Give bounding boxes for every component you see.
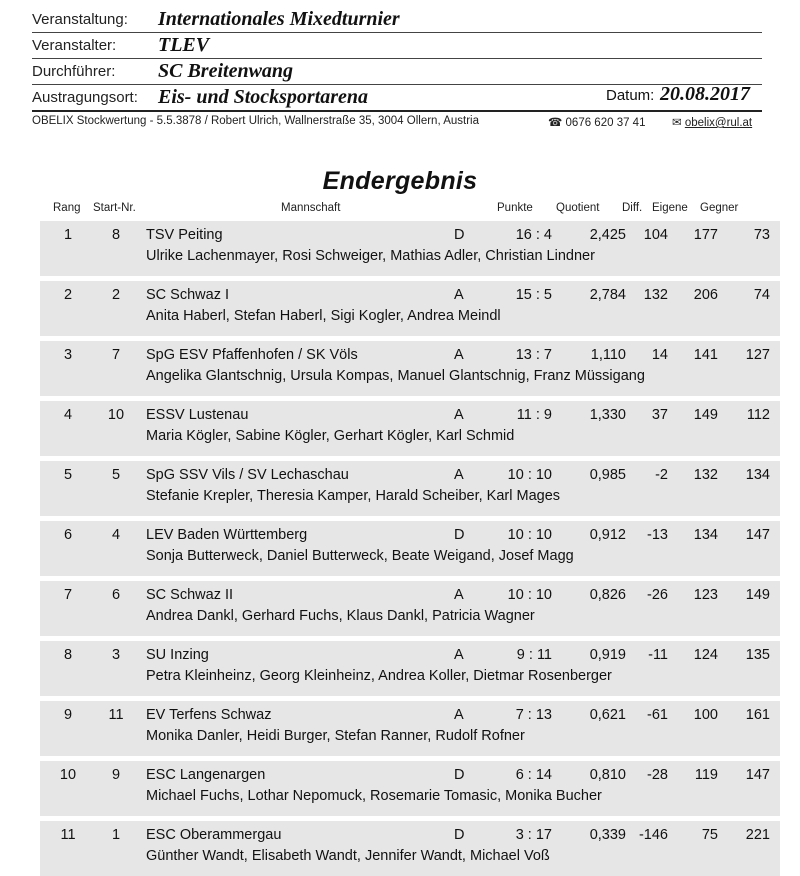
divider (32, 84, 762, 85)
opponent-score-cell: 74 (753, 287, 770, 303)
rank-cell: 6 (63, 527, 73, 543)
start-number-cell: 7 (111, 347, 121, 363)
diff-cell: -11 (648, 647, 668, 663)
players-cell: Michael Fuchs, Lothar Nepomuck, Rosemarie Tomasic, Monika Bucher (146, 788, 602, 804)
quotient-cell: 0,912 (589, 527, 626, 543)
col-points: Punkte (497, 202, 533, 214)
table-row (40, 701, 780, 756)
email-info (672, 115, 752, 129)
table-row (40, 821, 780, 876)
col-start: Start-Nr. (93, 202, 136, 214)
rank-cell: 1 (63, 227, 73, 243)
points-cell: 13 : 7 (515, 347, 552, 363)
diff-cell: -13 (647, 527, 668, 543)
rank-cell: 11 (60, 827, 76, 843)
divider (32, 58, 762, 59)
field-value: SC Breitenwang (158, 60, 294, 82)
team-name-cell: SU Inzing (146, 647, 209, 663)
start-number-cell: 6 (111, 587, 121, 603)
table-row (40, 221, 780, 276)
players-cell: Andrea Dankl, Gerhard Fuchs, Klaus Dankl, Patricia Wagner (146, 608, 535, 624)
own-score-cell: 119 (694, 767, 718, 783)
table-row (40, 461, 780, 516)
diff-cell: -146 (638, 827, 668, 843)
players-cell: Monika Danler, Heidi Burger, Stefan Ranner, Rudolf Rofner (146, 728, 525, 744)
divider (32, 110, 762, 112)
points-cell: 3 : 17 (515, 827, 552, 843)
diff-cell: 37 (651, 407, 668, 423)
phone-info (548, 115, 645, 129)
field-label: Veranstaltung: (32, 11, 128, 28)
opponent-score-cell: 134 (745, 467, 770, 483)
players-cell: Petra Kleinheinz, Georg Kleinheinz, Andrea Koller, Dietmar Rosenberger (146, 668, 612, 684)
team-name-cell: LEV Baden Württemberg (146, 527, 308, 543)
quotient-cell: 0,339 (589, 827, 626, 843)
own-score-cell: 206 (693, 287, 718, 303)
quotient-cell: 0,985 (589, 467, 626, 483)
col-team: Mannschaft (281, 202, 341, 214)
field-value: Internationales Mixedturnier (158, 8, 400, 30)
own-score-cell: 123 (693, 587, 718, 603)
envelope-icon: ✉ (672, 117, 682, 129)
start-number-cell: 8 (111, 227, 121, 243)
quotient-cell: 2,425 (589, 227, 626, 243)
start-number-cell: 10 (107, 407, 125, 423)
team-name-cell: SpG SSV Vils / SV Lechaschau (146, 467, 349, 483)
date-label: Datum: (606, 87, 655, 104)
points-cell: 10 : 10 (507, 587, 552, 603)
field-value: TLEV (158, 34, 210, 56)
table-row (40, 401, 780, 456)
phone-number: 0676 620 37 41 (565, 117, 646, 129)
players-cell: Stefanie Krepler, Theresia Kamper, Harald Scheiber, Karl Mages (146, 488, 561, 504)
diff-cell: -2 (655, 467, 668, 483)
opponent-score-cell: 161 (745, 707, 770, 723)
points-cell: 6 : 14 (515, 767, 552, 783)
team-name-cell: SpG ESV Pfaffenhofen / SK Völs (146, 347, 358, 363)
quotient-cell: 0,810 (589, 767, 626, 783)
rank-cell: 4 (63, 407, 73, 423)
group-cell: A (454, 587, 464, 603)
group-cell: D (454, 227, 465, 243)
col-quotient: Quotient (556, 202, 600, 214)
header-field-event (32, 8, 762, 32)
email-address: obelix@rul.at (684, 117, 753, 129)
points-cell: 7 : 13 (515, 707, 552, 723)
telephone-icon: ☎ (548, 117, 563, 129)
software-info: OBELIX Stockwertung - 5.5.3878 / Robert Ulrich, Wallnerstraße 35, 3004 Ollern, Austria (32, 115, 480, 127)
field-label: Durchführer: (32, 63, 116, 80)
opponent-score-cell: 73 (753, 227, 770, 243)
start-number-cell: 4 (111, 527, 121, 543)
group-cell: A (454, 467, 464, 483)
points-cell: 15 : 5 (515, 287, 552, 303)
players-cell: Angelika Glantschnig, Ursula Kompas, Manuel Glantschnig, Franz Müssigang (146, 368, 645, 384)
header-field-host (32, 60, 762, 84)
team-name-cell: ESSV Lustenau (146, 407, 249, 423)
field-label: Austragungsort: (32, 89, 138, 106)
col-opp: Gegner (700, 202, 739, 214)
quotient-cell: 0,621 (589, 707, 626, 723)
field-label: Veranstalter: (32, 37, 117, 54)
start-number-cell: 5 (111, 467, 121, 483)
own-score-cell: 132 (693, 467, 718, 483)
team-name-cell: EV Terfens Schwaz (146, 707, 272, 723)
table-row (40, 761, 780, 816)
opponent-score-cell: 147 (745, 767, 770, 783)
own-score-cell: 124 (693, 647, 718, 663)
start-number-cell: 9 (111, 767, 121, 783)
opponent-score-cell: 149 (745, 587, 770, 603)
team-name-cell: TSV Peiting (146, 227, 223, 243)
group-cell: A (454, 707, 464, 723)
rank-cell: 7 (63, 587, 73, 603)
group-cell: A (454, 287, 464, 303)
quotient-cell: 0,919 (589, 647, 626, 663)
players-cell: Maria Kögler, Sabine Kögler, Gerhart Kögler, Karl Schmid (146, 428, 515, 444)
quotient-cell: 2,784 (589, 287, 626, 303)
header-field-organizer (32, 34, 762, 58)
diff-cell: -61 (647, 707, 668, 723)
rank-cell: 9 (63, 707, 73, 723)
players-cell: Günther Wandt, Elisabeth Wandt, Jennifer Wandt, Michael Voß (146, 848, 550, 864)
own-score-cell: 177 (693, 227, 718, 243)
table-row (40, 341, 780, 396)
diff-cell: 14 (651, 347, 668, 363)
rank-cell: 2 (63, 287, 73, 303)
own-score-cell: 149 (693, 407, 718, 423)
team-name-cell: ESC Oberammergau (146, 827, 282, 843)
table-row (40, 581, 780, 636)
quotient-cell: 1,110 (590, 347, 626, 363)
group-cell: D (454, 827, 465, 843)
diff-cell: 104 (643, 227, 668, 243)
opponent-score-cell: 221 (745, 827, 770, 843)
date-value: 20.08.2017 (660, 83, 750, 105)
group-cell: D (454, 527, 465, 543)
players-cell: Sonja Butterweck, Daniel Butterweck, Beate Weigand, Josef Magg (146, 548, 574, 564)
team-name-cell: SC Schwaz II (146, 587, 234, 603)
group-cell: A (454, 647, 464, 663)
players-cell: Anita Haberl, Stefan Haberl, Sigi Kogler, Andrea Meindl (146, 308, 501, 324)
own-score-cell: 134 (693, 527, 718, 543)
points-cell: 11 : 9 (516, 407, 552, 423)
col-rang: Rang (53, 202, 81, 214)
opponent-score-cell: 112 (746, 407, 770, 423)
group-cell: A (454, 347, 464, 363)
col-own: Eigene (652, 202, 688, 214)
table-row (40, 521, 780, 576)
own-score-cell: 141 (693, 347, 718, 363)
team-name-cell: SC Schwaz I (146, 287, 229, 303)
points-cell: 9 : 11 (516, 647, 552, 663)
points-cell: 10 : 10 (507, 467, 552, 483)
page-title: Endergebnis (322, 167, 478, 195)
opponent-score-cell: 127 (745, 347, 770, 363)
points-cell: 16 : 4 (515, 227, 552, 243)
opponent-score-cell: 147 (745, 527, 770, 543)
own-score-cell: 75 (701, 827, 718, 843)
diff-cell: -28 (647, 767, 668, 783)
diff-cell: 132 (643, 287, 668, 303)
table-row (40, 281, 780, 336)
players-cell: Ulrike Lachenmayer, Rosi Schweiger, Mathias Adler, Christian Lindner (146, 248, 595, 264)
team-name-cell: ESC Langenargen (146, 767, 266, 783)
start-number-cell: 11 (108, 707, 124, 723)
quotient-cell: 0,826 (589, 587, 626, 603)
start-number-cell: 1 (111, 827, 121, 843)
divider (32, 32, 762, 33)
opponent-score-cell: 135 (745, 647, 770, 663)
rank-cell: 10 (59, 767, 77, 783)
rank-cell: 5 (63, 467, 73, 483)
rank-cell: 8 (63, 647, 73, 663)
table-row (40, 641, 780, 696)
diff-cell: -26 (647, 587, 668, 603)
rank-cell: 3 (63, 347, 73, 363)
own-score-cell: 100 (693, 707, 718, 723)
quotient-cell: 1,330 (589, 407, 626, 423)
points-cell: 10 : 10 (507, 527, 552, 543)
start-number-cell: 3 (111, 647, 121, 663)
group-cell: A (454, 407, 464, 423)
col-diff: Diff. (622, 202, 643, 214)
group-cell: D (454, 767, 465, 783)
field-value: Eis- und Stocksportarena (158, 86, 369, 108)
start-number-cell: 2 (111, 287, 121, 303)
